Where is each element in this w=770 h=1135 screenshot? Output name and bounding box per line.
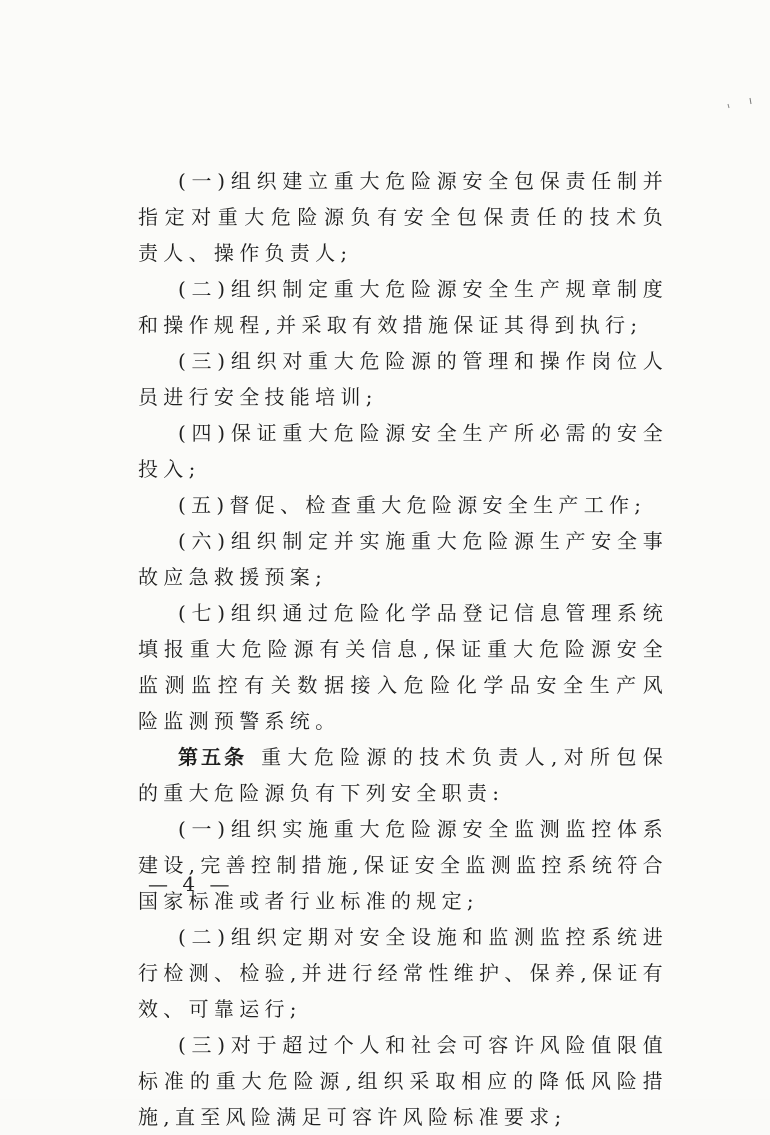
article-5-title: 第五条 (178, 745, 248, 769)
document-body (138, 163, 668, 1135)
page-number: — 4 — (148, 872, 234, 896)
clause-4-item-3: (三)组织对重大危险源的管理和操作岗位人员进行安全技能培训; (138, 349, 668, 409)
clause-4-item-4: (四)保证重大危险源安全生产所必需的安全投入; (138, 421, 668, 481)
clause-4-item-7: (七)组织通过危险化学品登记信息管理系统填报重大危险源有关信息,保证重大危险源安全监测监控有关数据接入危险化学品安全生产风险监测预警系统。 (138, 601, 668, 733)
clause-5-item-3: (三)对于超过个人和社会可容许风险值限值标准的重大危险源,组织采取相应的降低风险措施,直至风险满足可容许风险标准要求; (138, 1033, 668, 1129)
clause-5-item-2: (二)组织定期对安全设施和监测监控系统进行检测、检验,并进行经常性维护、保养,保证有效、可靠运行; (138, 925, 668, 1021)
clause-4-item-6: (六)组织制定并实施重大危险源生产安全事故应急救援预案; (138, 529, 668, 589)
clause-5-item-1: (一)组织实施重大危险源安全监测监控体系建设,完善控制措施,保证安全监测监控系统符合国家标准或者行业标准的规定; (138, 817, 668, 913)
article-5-text: 重大危险源的技术负责人,对所包保的重大危险源负有下列安全职责: (138, 745, 668, 805)
clause-4-item-2: (二)组织制定重大危险源安全生产规章制度和操作规程,并采取有效措施保证其得到执行; (138, 277, 668, 337)
clause-4-item-1: (一)组织建立重大危险源安全包保责任制并指定对重大危险源负有安全包保责任的技术负责人、操作负责人; (138, 169, 668, 265)
scan-speck-marks (720, 60, 760, 120)
article-5-heading-paragraph (138, 739, 668, 811)
clause-4-item-5: (五)督促、检查重大危险源安全生产工作; (178, 493, 647, 517)
